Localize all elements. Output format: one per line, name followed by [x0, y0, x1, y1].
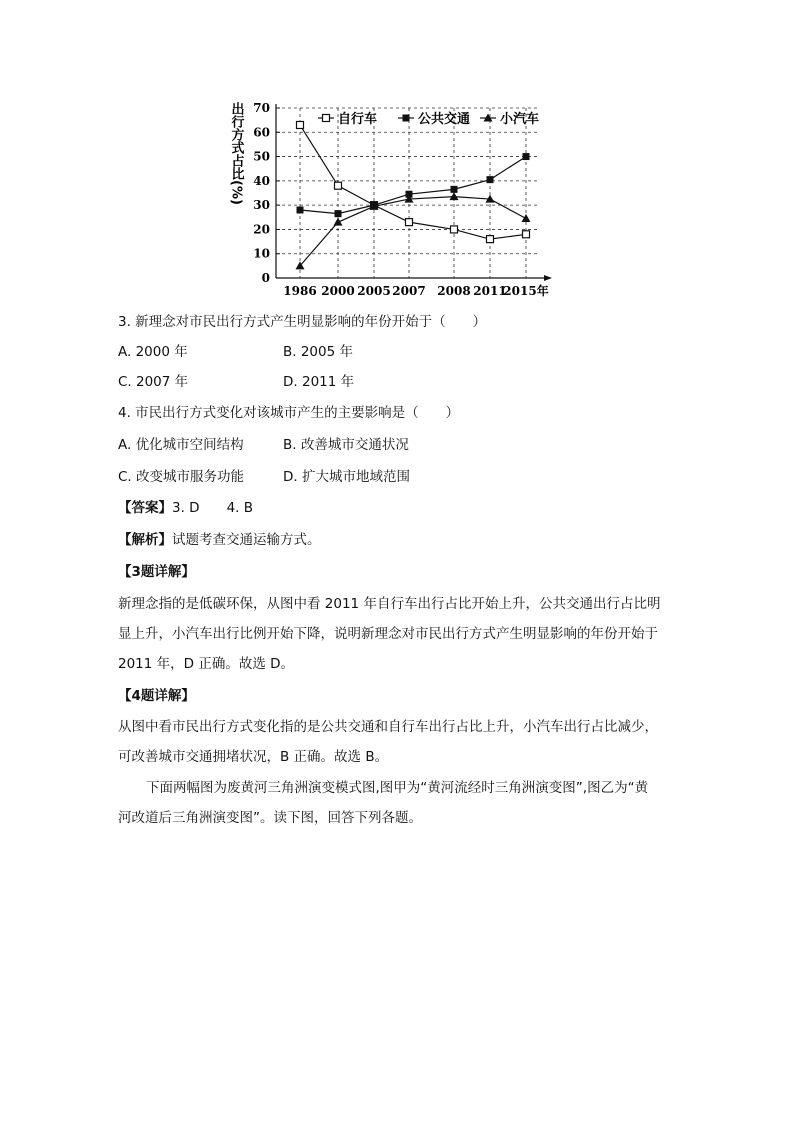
data-point	[522, 214, 531, 222]
series-小汽车	[296, 192, 531, 269]
answer-text: 3. D 4. B	[172, 500, 253, 516]
data-point	[335, 182, 342, 189]
intro-line-2: 河改道后三角洲演变图”。读下图，回答下列各题。	[118, 810, 422, 826]
data-point	[334, 218, 343, 226]
data-point	[523, 153, 530, 160]
detail-3-line-1: 新理念指的是低碳环保，从图中看 2011 年自行车出行占比开始上升，公共交通出行占比明	[118, 596, 661, 612]
data-point	[406, 219, 413, 226]
chart-axes	[276, 104, 552, 281]
detail-4-tag: 【4题详解】	[118, 688, 195, 704]
x-tick-label: 2008	[437, 284, 471, 298]
y-tick-label: 60	[253, 125, 270, 140]
q3-option-a: A. 2000 年	[118, 344, 188, 360]
answer-line	[118, 498, 253, 518]
detail-4-line-2: 可改善城市交通拥堵状况，B 正确。故选 B。	[118, 749, 389, 765]
x-tick-label: 2007	[392, 284, 426, 298]
data-point	[451, 226, 458, 233]
x-tick-labels	[283, 283, 548, 298]
q4-option-b: B. 改善城市交通状况	[283, 437, 409, 453]
legend-marker	[403, 115, 410, 122]
y-tick-label: 50	[253, 149, 270, 164]
analysis-line	[118, 530, 321, 550]
intro-line-1: 下面两幅图为废黄河三角洲演变模式图,图甲为“黄河流经时三角洲演变图”,图乙为“黄	[146, 780, 649, 796]
data-point	[297, 122, 304, 129]
question-3-stem: 3. 新理念对市民出行方式产生明显影响的年份开始于（ ）	[118, 314, 487, 330]
legend-label: 公共交通	[418, 112, 471, 127]
analysis-text: 试题考查交通运输方式。	[172, 532, 321, 548]
y-axis-label: 出行方式占比(%)	[228, 102, 244, 205]
x-tick-label: 2011	[473, 284, 507, 298]
chart-series	[296, 122, 531, 270]
chart-legend	[318, 111, 539, 127]
data-point	[487, 176, 494, 183]
legend-label: 自行车	[338, 112, 378, 127]
detail-4-line-1: 从图中看市民出行方式变化指的是公共交通和自行车出行占比上升，小汽车出行占比减少，	[118, 719, 658, 735]
series-自行车	[297, 122, 530, 243]
x-axis-arrow	[544, 275, 552, 281]
q3-option-b: B. 2005 年	[283, 344, 353, 360]
question-4-stem: 4. 市民出行方式变化对该城市产生的主要影响是（ ）	[118, 405, 460, 421]
y-tick-label: 70	[253, 101, 270, 115]
detail-3-line-2: 显上升，小汽车出行比例开始下降，说明新理念对市民出行方式产生明显影响的年份开始于	[118, 626, 658, 642]
legend-label: 小汽车	[500, 112, 540, 127]
q3-option-d: D. 2011 年	[283, 374, 355, 390]
data-point	[487, 236, 494, 243]
data-point	[523, 231, 530, 238]
detail-3-tag: 【3题详解】	[118, 564, 195, 580]
x-tick-label: 2015年	[503, 284, 549, 298]
q4-option-d: D. 扩大城市地域范围	[283, 469, 410, 485]
y-tick-label: 20	[253, 222, 270, 237]
analysis-tag: 【解析】	[118, 532, 172, 548]
y-tick-label: 0	[261, 271, 270, 285]
q3-option-c: C. 2007 年	[118, 374, 189, 390]
series-公共交通	[297, 153, 530, 217]
detail-3-line-3: 2011 年，D 正确。故选 D。	[118, 656, 295, 672]
data-point	[297, 207, 304, 214]
q4-option-c: C. 改变城市服务功能	[118, 469, 245, 485]
y-tick-label: 30	[253, 198, 270, 213]
answer-tag: 【答案】	[118, 500, 172, 516]
x-tick-label: 2000	[321, 284, 355, 298]
travel-mode-line-chart	[228, 96, 560, 306]
q4-option-a: A. 优化城市空间结构	[118, 437, 244, 453]
y-tick-label: 10	[253, 246, 270, 261]
x-tick-label: 1986	[283, 284, 317, 298]
data-point	[335, 210, 342, 217]
data-point	[450, 192, 459, 200]
x-tick-label: 2005	[357, 284, 391, 298]
series-line	[300, 197, 526, 266]
legend-marker	[323, 115, 330, 122]
data-point	[451, 186, 458, 193]
y-tick-label: 40	[253, 173, 270, 188]
